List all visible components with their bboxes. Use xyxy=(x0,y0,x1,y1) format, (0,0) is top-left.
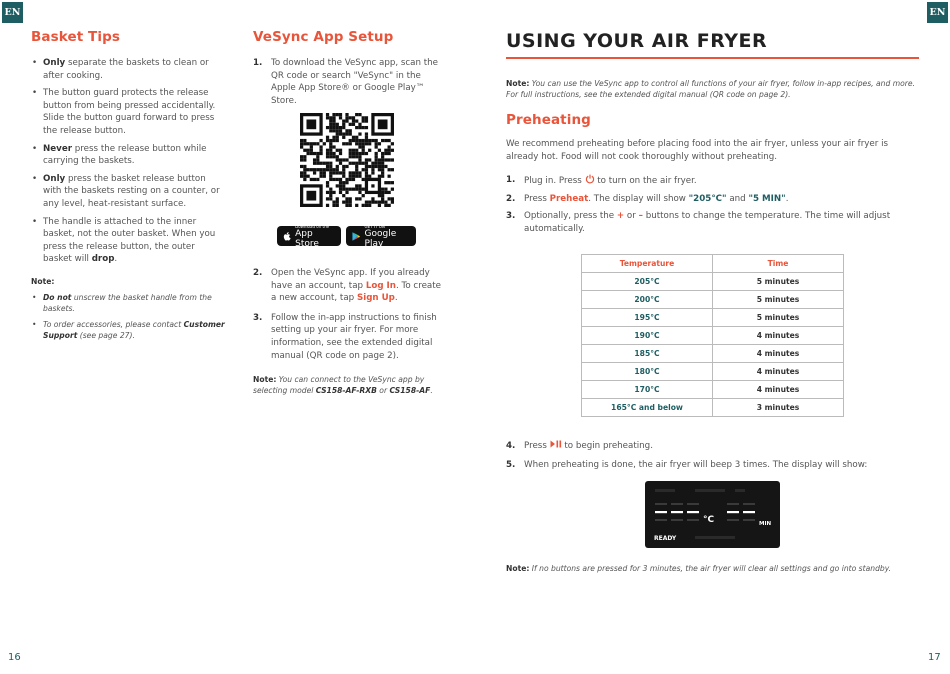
preheating-intro: We recommend preheating before placing food into the air fryer, unless your air fryer is already hot. Food will not cook thoroughly without preheating. xyxy=(506,139,889,162)
table-cell: 4 minutes xyxy=(713,363,844,381)
table-cell: 200°C xyxy=(582,291,713,309)
page-number-left: 16 xyxy=(8,652,21,663)
app-store-button[interactable] xyxy=(277,223,341,249)
list-item: • Do not unscrew the basket handle from the baskets. xyxy=(31,292,226,314)
preheat-text: Preheat xyxy=(549,193,589,204)
ready-label: READY xyxy=(654,535,677,542)
intro-note: Note: You can use the VeSync app to control all functions of your air fryer, follow in-app recipes, and more. For full instructions, see the extended digital manual (QR code on page 2). xyxy=(506,79,915,99)
preheating-heading: Preheating xyxy=(506,112,591,128)
google-play-small-text: GET IT ON xyxy=(364,223,385,229)
table-header-time: Time xyxy=(713,255,844,273)
language-badge-left: EN xyxy=(2,2,23,23)
qr-code[interactable] xyxy=(300,113,394,207)
note-label: Note: xyxy=(506,564,530,573)
power-icon xyxy=(585,174,595,184)
note-label: Note: xyxy=(506,79,530,88)
apple-icon xyxy=(283,231,291,242)
list-item: • Only press the basket release button with the baskets resting on a counter, or any level, heat-resistant surface. xyxy=(31,173,226,211)
page-title: USING YOUR AIR FRYER xyxy=(506,30,768,52)
google-play-icon xyxy=(352,231,361,242)
note-label: Note: xyxy=(253,375,277,385)
final-note: Note: If no buttons are pressed for 3 minutes, the air fryer will clear all settings and go into standby. xyxy=(506,564,892,573)
preheat-step-3: 3. Optionally, press the + or – buttons to change the temperature. The time will adjust automatically. xyxy=(506,211,891,234)
table-cell: 170°C xyxy=(582,381,713,399)
list-item: • Only separate the baskets to clean or after cooking. xyxy=(31,57,226,82)
page-number-right: 17 xyxy=(928,652,941,663)
preheat-step-5: 5. When preheating is done, the air fryer will beep 3 times. The display will show: xyxy=(506,459,868,470)
table-cell: 180°C xyxy=(582,363,713,381)
min-label: MIN xyxy=(759,521,772,527)
vesync-step-1: 1. To download the VeSync app, scan the QR code or search "VeSync" in the Apple App Store® or Google Play™ Store. xyxy=(253,58,439,106)
table-cell: 195°C xyxy=(582,309,713,327)
table-row xyxy=(582,345,844,363)
app-store-text: App Store xyxy=(295,228,319,249)
table-row xyxy=(582,363,844,381)
preheat-step-1: 1. Plug in. Press to turn on the air fryer. xyxy=(506,175,697,186)
table-cell: 165°C and below xyxy=(582,399,713,417)
table-row xyxy=(582,273,844,291)
language-badge-right: EN xyxy=(927,2,948,23)
preheating-steps xyxy=(506,174,916,235)
table-cell: 5 minutes xyxy=(713,273,844,291)
table-cell: 3 minutes xyxy=(713,399,844,417)
basket-tips-list xyxy=(31,57,226,266)
table-row xyxy=(582,309,844,327)
preheat-table xyxy=(581,254,844,417)
vesync-step-2: 2. Open the VeSync app. If you already have an account, tap Log In. To create a new account, tap Sign Up. xyxy=(253,268,441,304)
vesync-steps-2-3 xyxy=(253,267,448,396)
list-item: • The button guard protects the release button from being pressed accidentally. Slide the button guard forward to press the release button. xyxy=(31,87,226,137)
preheating-steps-4-5 xyxy=(506,440,916,471)
table-cell: 190°C xyxy=(582,327,713,345)
preheat-step-4: 4. Press to begin preheating. xyxy=(506,441,653,451)
title-divider xyxy=(506,57,919,59)
ready-display xyxy=(645,481,780,548)
table-row xyxy=(582,399,844,417)
play-pause-icon xyxy=(550,440,562,448)
table-row xyxy=(582,327,844,345)
basket-tips-note xyxy=(31,276,226,341)
basket-tips-heading: Basket Tips xyxy=(31,29,120,45)
vesync-step-3: 3. Follow the in-app instructions to finish setting up your air fryer. For more information, see the extended digital manual (QR code on page 2). xyxy=(253,312,437,361)
list-item: • To order accessories, please contact Customer Support (see page 27). xyxy=(31,319,226,341)
vesync-note: Note: You can connect to the VeSync app by selecting model CS158-AF-RXB or CS158-AF. xyxy=(253,375,433,396)
list-item: • Never press the release button while carrying the baskets. xyxy=(31,143,226,168)
table-cell: 5 minutes xyxy=(713,309,844,327)
basket-tips-section xyxy=(31,29,226,346)
table-header-temperature: Temperature xyxy=(582,255,713,273)
list-item: • The handle is attached to the inner basket, not the outer basket. When you press the release button, the outer basket will drop. xyxy=(31,216,226,266)
google-play-button[interactable] xyxy=(346,223,416,249)
app-store-small-text: Download on the xyxy=(295,223,330,229)
table-header-row xyxy=(582,255,844,273)
table-cell: 185°C xyxy=(582,345,713,363)
note-label: Note: xyxy=(31,276,55,286)
google-play-text: Google Play xyxy=(364,228,397,249)
log-in-text: Log In xyxy=(365,280,396,291)
preheat-step-2: 2. Press Preheat. The display will show "205°C" and "5 MIN". xyxy=(506,193,789,204)
table-row xyxy=(582,381,844,399)
vesync-heading: VeSync App Setup xyxy=(253,29,394,45)
table-cell: 4 minutes xyxy=(713,381,844,399)
sign-up-text: Sign Up xyxy=(356,293,395,304)
table-cell: 4 minutes xyxy=(713,327,844,345)
qr-code-icon xyxy=(300,113,394,207)
table-row xyxy=(582,291,844,309)
celsius-label: °C xyxy=(703,515,715,525)
vesync-section xyxy=(253,29,448,107)
table-cell: 205°C xyxy=(582,273,713,291)
table-cell: 4 minutes xyxy=(713,345,844,363)
table-cell: 5 minutes xyxy=(713,291,844,309)
